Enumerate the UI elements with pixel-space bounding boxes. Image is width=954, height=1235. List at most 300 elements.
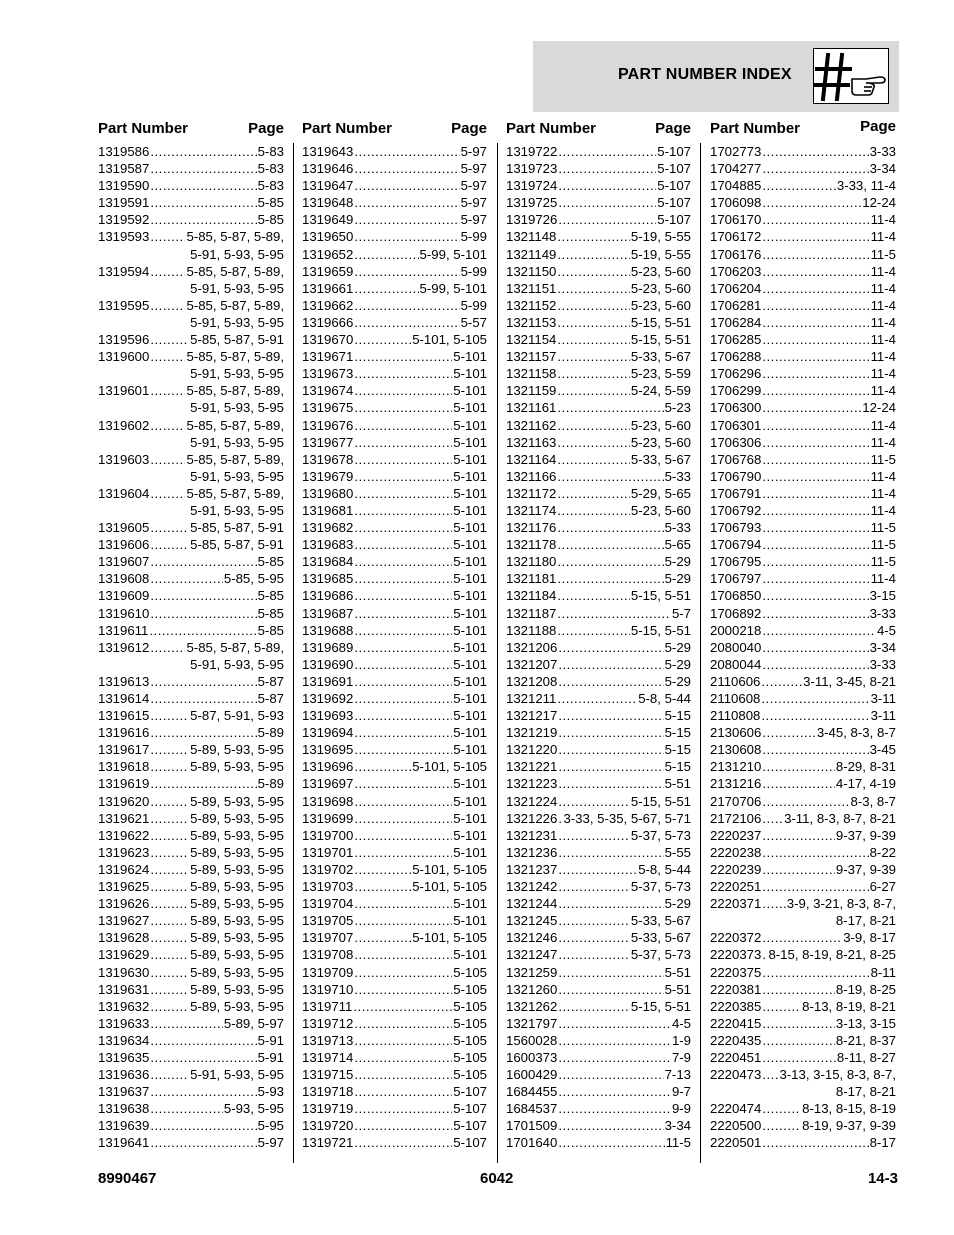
- part-number: 1321184: [506, 588, 557, 604]
- page-reference: 5-87: [257, 691, 284, 706]
- dot-leader: [762, 587, 868, 604]
- index-row: [710, 775, 896, 792]
- part-number: 1319703: [302, 879, 354, 895]
- index-row: [98, 177, 284, 194]
- dot-leader: [150, 929, 189, 946]
- part-number: 1319704: [302, 896, 354, 912]
- page-reference: 5-23, 5-60: [630, 417, 691, 433]
- dot-leader: [762, 1100, 801, 1117]
- dot-leader: [762, 929, 842, 946]
- part-number: 1321178: [506, 537, 557, 553]
- page-reference: 5-105: [453, 1049, 487, 1065]
- index-rows: [302, 143, 487, 1152]
- page-reference: 5-85: [257, 605, 284, 621]
- page-reference: 5-15, 5-51: [630, 588, 691, 604]
- part-number: 2110608: [710, 691, 761, 706]
- dot-leader: [354, 895, 452, 912]
- index-row: [98, 605, 284, 622]
- page-reference: 5-89, 5-93, 5-95: [190, 810, 284, 826]
- page-reference: 8-22: [869, 844, 896, 860]
- part-number: 1319674: [302, 383, 354, 399]
- dot-leader: [150, 895, 189, 912]
- dot-leader: [558, 211, 656, 228]
- dot-leader: [354, 451, 452, 468]
- part-number: 1319687: [302, 605, 354, 621]
- page-reference: 3-9, 8-17: [843, 930, 896, 946]
- index-row: [506, 451, 691, 468]
- dot-leader: [150, 639, 185, 656]
- page-reference: 5-97: [460, 144, 487, 159]
- index-row: [98, 946, 284, 963]
- index-row: [98, 536, 284, 553]
- dot-leader: [150, 1083, 256, 1100]
- dot-leader: [150, 1117, 256, 1134]
- dot-leader: [558, 929, 630, 946]
- page-reference: 5-105: [453, 1015, 487, 1031]
- index-row-continuation: [710, 1083, 896, 1100]
- index-row: [98, 861, 284, 878]
- page-reference: 11-4: [870, 229, 896, 245]
- page-reference: 5-55: [664, 844, 691, 860]
- page-reference: 5-107: [453, 1135, 487, 1151]
- part-number: 2220501: [710, 1135, 762, 1151]
- dot-leader: [354, 741, 452, 758]
- page-reference: 5-23, 5-60: [630, 263, 691, 279]
- index-row: [302, 861, 487, 878]
- part-number: 1706170: [710, 212, 762, 228]
- part-number: 1319690: [302, 656, 354, 672]
- dot-leader: [762, 964, 869, 981]
- page-reference: 5-89, 5-93, 5-95: [190, 759, 284, 775]
- dot-leader: [762, 741, 868, 758]
- index-row: [98, 1049, 284, 1066]
- part-number: 1319646: [302, 161, 354, 177]
- index-row: [506, 417, 691, 434]
- footer-model-number: 6042: [480, 1170, 514, 1187]
- part-number: 1321148: [506, 229, 557, 245]
- part-number: 1319673: [302, 366, 354, 382]
- part-number: 1319682: [302, 520, 354, 536]
- dot-leader: [354, 297, 459, 314]
- dot-leader: [558, 656, 663, 673]
- index-row: [506, 724, 691, 741]
- part-number: 1321206: [506, 639, 558, 655]
- dot-leader: [762, 622, 876, 639]
- index-row: [710, 331, 896, 348]
- page-reference: 5-57: [460, 314, 487, 330]
- page-reference: 5-29: [664, 554, 691, 570]
- page-reference: 5-101: [453, 349, 487, 365]
- page-reference: 5-101: [453, 656, 487, 672]
- part-number: 1319707: [302, 930, 354, 946]
- page-reference: 3-11, 3-45, 8-21: [803, 673, 896, 689]
- page-reference: 11-5: [870, 246, 896, 262]
- page-reference: 5-85, 5-87, 5-91: [190, 520, 284, 536]
- page-reference: 5-89, 5-93, 5-95: [190, 981, 284, 997]
- dot-leader: [558, 827, 630, 844]
- page-reference: 5-89, 5-93, 5-95: [190, 964, 284, 980]
- part-number: 1321797: [506, 1015, 558, 1031]
- index-row: [710, 468, 896, 485]
- index-row: [302, 639, 487, 656]
- page-reference: 5-91, 5-93, 5-95: [190, 434, 284, 450]
- part-number: 1321161: [506, 400, 557, 416]
- part-number: 1319633: [98, 1015, 150, 1031]
- dot-leader: [558, 1083, 671, 1100]
- part-number: 1560028: [506, 1032, 558, 1048]
- dot-leader: [762, 211, 869, 228]
- index-row: [302, 981, 487, 998]
- page-reference: 5-101: [453, 708, 487, 724]
- index-row: [710, 639, 896, 656]
- index-row: [302, 1066, 487, 1083]
- page-reference: 11-4: [870, 212, 896, 228]
- index-column-2: [302, 118, 487, 1151]
- index-row: [302, 519, 487, 536]
- index-row-continuation: [98, 280, 284, 297]
- index-row: [302, 775, 487, 792]
- index-row: [506, 1100, 691, 1117]
- page-reference: 8-17: [869, 1135, 896, 1151]
- part-number: 1319623: [98, 844, 150, 860]
- dot-leader: [762, 331, 869, 348]
- index-row: [506, 314, 691, 331]
- dot-leader: [557, 622, 630, 639]
- index-row: [710, 399, 896, 416]
- index-row: [302, 827, 487, 844]
- index-row: [710, 1032, 896, 1049]
- part-number: 1319719: [302, 1101, 354, 1117]
- part-number: 2220238: [710, 844, 762, 860]
- index-row: [506, 1117, 691, 1134]
- index-row-continuation: [710, 912, 896, 929]
- index-row: [302, 553, 487, 570]
- index-row: [506, 382, 691, 399]
- page-reference: 5-83: [257, 161, 284, 177]
- dot-leader: [762, 758, 835, 775]
- page-reference: 5-83: [257, 144, 284, 159]
- page-reference: 8-21, 8-37: [835, 1032, 896, 1048]
- index-row: [98, 724, 284, 741]
- part-number: 1706306: [710, 434, 762, 450]
- index-row: [506, 1032, 691, 1049]
- dot-leader: [150, 844, 189, 861]
- dot-leader: [354, 280, 418, 297]
- dot-leader: [150, 724, 256, 741]
- page-reference: 5-37, 5-73: [630, 879, 691, 895]
- dot-leader: [354, 964, 452, 981]
- index-row-continuation: [98, 246, 284, 263]
- dot-leader: [150, 348, 185, 365]
- part-number: 2220375: [710, 964, 762, 980]
- page-reference: 5-107: [453, 1118, 487, 1134]
- index-row: [302, 964, 487, 981]
- index-row: [302, 280, 487, 297]
- index-row: [302, 1083, 487, 1100]
- page-reference: 5-101, 5-105: [412, 332, 487, 348]
- dot-leader: [557, 382, 630, 399]
- part-number: 1321242: [506, 879, 558, 895]
- page-reference: 5-101: [453, 537, 487, 553]
- part-number: 1701509: [506, 1118, 558, 1134]
- index-row: [302, 707, 487, 724]
- index-row: [506, 194, 691, 211]
- page-reference: 5-101: [453, 468, 487, 484]
- page-reference: 5-91, 5-93, 5-95: [190, 400, 284, 416]
- page-reference: 5-37, 5-73: [630, 947, 691, 963]
- index-column-1: [98, 118, 284, 1151]
- part-number: 1319624: [98, 861, 150, 877]
- page-reference: 11-4: [870, 502, 896, 518]
- index-row: [302, 143, 487, 160]
- part-number: 1321207: [506, 656, 558, 672]
- page-header: Page: [860, 118, 896, 135]
- part-number: 1600373: [506, 1049, 558, 1065]
- dot-leader: [558, 981, 663, 998]
- dot-leader: [762, 246, 869, 263]
- dot-leader: [150, 143, 256, 160]
- dot-leader: [150, 519, 189, 536]
- dot-leader: [354, 690, 452, 707]
- index-row: [506, 143, 691, 160]
- index-row: [506, 1083, 691, 1100]
- page-reference: 5-89, 5-93, 5-95: [190, 844, 284, 860]
- part-number: 1321237: [506, 861, 558, 877]
- dot-leader: [761, 690, 869, 707]
- index-row: [98, 758, 284, 775]
- dot-leader: [150, 827, 189, 844]
- index-row: [506, 519, 691, 536]
- page-reference: 5-23, 5-60: [630, 502, 691, 518]
- dot-leader: [354, 810, 452, 827]
- page-reference: 5-101: [453, 605, 487, 621]
- part-number: 1321181: [506, 571, 557, 587]
- part-number: 1706797: [710, 571, 762, 587]
- page-reference: 5-51: [664, 964, 691, 980]
- page-reference: 5-85, 5-87, 5-89,: [186, 229, 284, 245]
- index-row: [506, 639, 691, 656]
- index-row: [98, 194, 284, 211]
- part-number: 1321208: [506, 673, 558, 689]
- dot-leader: [354, 1032, 452, 1049]
- part-number: 1319662: [302, 297, 354, 313]
- page-reference: 5-101, 5-105: [412, 879, 487, 895]
- part-number: 1706281: [710, 297, 762, 313]
- page-reference: 3-34: [664, 1118, 691, 1134]
- part-number: 1319621: [98, 810, 150, 826]
- page-reference: 5-15: [664, 742, 691, 758]
- part-number: 1321223: [506, 776, 558, 792]
- part-number: 1706299: [710, 383, 762, 399]
- index-row: [302, 536, 487, 553]
- part-number: 2130606: [710, 725, 762, 741]
- page-reference: 5-101: [453, 400, 487, 416]
- part-number: 1319649: [302, 212, 354, 228]
- page-reference: 11-5: [870, 451, 896, 467]
- dot-leader: [762, 946, 767, 963]
- page-reference: 5-29, 5-65: [630, 485, 691, 501]
- dot-leader: [558, 844, 663, 861]
- page-reference: 5-101: [453, 502, 487, 518]
- part-number: 2220415: [710, 1015, 762, 1031]
- index-row: [506, 553, 691, 570]
- index-row: [98, 211, 284, 228]
- page-reference: 5-24, 5-59: [630, 383, 691, 399]
- part-number: 2220381: [710, 981, 762, 997]
- part-number: 2110808: [710, 708, 761, 724]
- part-number: 1319679: [302, 468, 354, 484]
- index-row: [302, 382, 487, 399]
- part-number: 1321219: [506, 725, 558, 741]
- index-row: [710, 929, 896, 946]
- part-number: 1319696: [302, 759, 354, 775]
- index-row: [98, 228, 284, 245]
- index-row: [710, 981, 896, 998]
- page-reference: 8-17, 8-21: [835, 1084, 896, 1100]
- part-number: 1319632: [98, 998, 150, 1014]
- dot-leader: [150, 861, 189, 878]
- page-reference: 5-33: [664, 520, 691, 536]
- footer-page-number: 14-3: [867, 1170, 898, 1187]
- index-row: [98, 451, 284, 468]
- page-reference: 3-45, 8-3, 8-7: [816, 725, 896, 741]
- page-reference: 11-5: [665, 1135, 691, 1151]
- page-reference: 5-85: [257, 212, 284, 228]
- dot-leader: [762, 519, 869, 536]
- part-number: 1704885: [710, 178, 762, 194]
- index-row: [710, 365, 896, 382]
- page-reference: 3-34: [869, 161, 896, 177]
- part-number: 1319594: [98, 263, 150, 279]
- dot-leader: [150, 382, 185, 399]
- index-row: [302, 998, 487, 1015]
- index-row: [710, 741, 896, 758]
- page-reference: 5-33, 5-67: [630, 349, 691, 365]
- page-reference: 5-29: [664, 673, 691, 689]
- index-row: [98, 827, 284, 844]
- part-number: 1319692: [302, 691, 354, 706]
- part-number: 1319626: [98, 896, 150, 912]
- dot-leader: [354, 673, 452, 690]
- part-number: 1321159: [506, 383, 557, 399]
- dot-leader: [558, 143, 656, 160]
- dot-leader: [762, 194, 861, 211]
- part-number: 1321158: [506, 366, 557, 382]
- part-number: 1319641: [98, 1135, 150, 1151]
- part-number: 1321260: [506, 981, 558, 997]
- page-reference: 11-4: [870, 485, 896, 501]
- index-row: [98, 741, 284, 758]
- dot-leader: [557, 690, 637, 707]
- part-number: 1319608: [98, 571, 150, 587]
- part-number: 1706176: [710, 246, 762, 262]
- page-reference: 12-24: [862, 195, 896, 211]
- page-reference: 5-89, 5-93, 5-95: [190, 793, 284, 809]
- dot-leader: [150, 912, 189, 929]
- index-row: [506, 160, 691, 177]
- dot-leader: [354, 1083, 452, 1100]
- dot-leader: [354, 844, 452, 861]
- index-row: [302, 1015, 487, 1032]
- page-reference: 3-33: [869, 605, 896, 621]
- part-number: 1319605: [98, 520, 150, 536]
- page-reference: 5-15: [664, 725, 691, 741]
- dot-leader: [557, 536, 663, 553]
- part-number: 1319724: [506, 178, 558, 194]
- page-reference: 5-105: [453, 981, 487, 997]
- page-reference: 5-95: [257, 1118, 284, 1134]
- index-row: [506, 895, 691, 912]
- dot-leader: [354, 570, 452, 587]
- page-reference: 8-17, 8-21: [835, 913, 896, 929]
- dot-leader: [150, 297, 185, 314]
- index-row: [98, 810, 284, 827]
- page-reference: 5-91, 5-93, 5-95: [190, 468, 284, 484]
- dot-leader: [762, 570, 869, 587]
- part-number: 1706098: [710, 195, 762, 211]
- dot-leader: [762, 724, 815, 741]
- page-reference: 5-89, 5-93, 5-95: [190, 947, 284, 963]
- index-row: [506, 177, 691, 194]
- dot-leader: [762, 348, 869, 365]
- part-number: 1319712: [302, 1015, 354, 1031]
- dot-leader: [354, 1117, 452, 1134]
- page-reference: 5-101: [453, 622, 487, 638]
- index-row: [98, 553, 284, 570]
- part-number: 1319681: [302, 502, 354, 518]
- part-number: 1319652: [302, 246, 354, 262]
- dot-leader: [150, 878, 189, 895]
- part-number: 1319697: [302, 776, 354, 792]
- page-reference: 8-29, 8-31: [835, 759, 896, 775]
- part-number: 1321166: [506, 468, 557, 484]
- page-reference: 5-29: [664, 639, 691, 655]
- index-row: [710, 1049, 896, 1066]
- page-reference: 5-101: [453, 639, 487, 655]
- page-reference: 5-93, 5-95: [223, 1101, 284, 1117]
- part-number: 1319616: [98, 725, 150, 741]
- index-row: [302, 468, 487, 485]
- index-row: [506, 570, 691, 587]
- part-number: 2000218: [710, 622, 762, 638]
- part-number: 1319612: [98, 639, 150, 655]
- index-row: [302, 1049, 487, 1066]
- index-row: [710, 553, 896, 570]
- dot-leader: [150, 485, 185, 502]
- page-reference: 5-91, 5-93, 5-95: [190, 314, 284, 330]
- dot-leader: [150, 1015, 223, 1032]
- index-row: [302, 844, 487, 861]
- dot-leader: [557, 519, 663, 536]
- index-row: [506, 775, 691, 792]
- page-reference: 5-89, 5-93, 5-95: [190, 861, 284, 877]
- part-number: 1319714: [302, 1049, 354, 1065]
- page-reference: 5-101, 5-105: [412, 759, 487, 775]
- dot-leader: [354, 382, 452, 399]
- dot-leader: [557, 297, 630, 314]
- part-number: 1319695: [302, 742, 354, 758]
- dot-leader: [557, 399, 663, 416]
- dot-leader: [557, 605, 671, 622]
- page-reference: 5-97: [460, 212, 487, 228]
- index-row: [506, 981, 691, 998]
- part-number: 1319600: [98, 349, 150, 365]
- index-row: [506, 964, 691, 981]
- dot-leader: [557, 348, 630, 365]
- index-row: [506, 365, 691, 382]
- index-row: [710, 451, 896, 468]
- index-row: [710, 434, 896, 451]
